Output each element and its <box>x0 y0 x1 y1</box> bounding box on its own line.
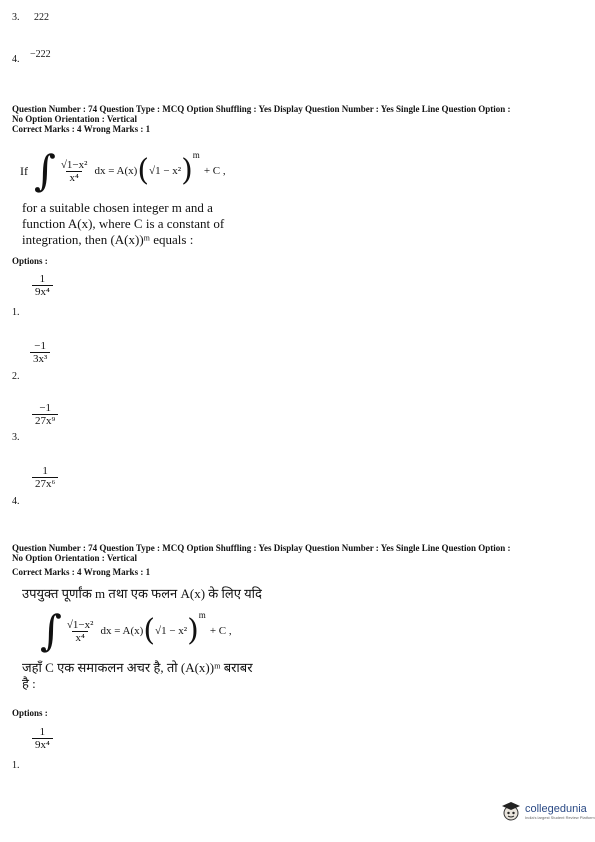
question-text <box>22 200 224 248</box>
option-value: −222 <box>30 49 51 60</box>
marks-line: Correct Marks : 4 Wrong Marks : 1 <box>12 567 151 577</box>
option-label: 3. <box>12 432 20 443</box>
option-label: 4. <box>12 496 20 507</box>
header-line: Question Number : 74 Question Type : MCQ Option Shuffling : Yes Display Question Number : Yes Single Line Question Option : <box>12 543 511 553</box>
paren-open-icon: ( <box>143 613 156 648</box>
rhs-tail: + C , <box>209 625 232 637</box>
question-header <box>12 104 587 134</box>
integrand-fraction <box>64 619 97 644</box>
integral-sign-icon: ∫ <box>34 146 56 195</box>
integral-formula <box>40 606 232 655</box>
rhs-a: dx = A(x) <box>100 625 144 637</box>
logo-text: collegedunia <box>525 802 587 815</box>
option-numerator: 1 <box>39 726 46 738</box>
option-denominator: 3x³ <box>30 352 50 365</box>
integral-sign-icon: ∫ <box>40 606 62 655</box>
rhs-inner: √1 − x² <box>155 625 188 637</box>
option-fraction <box>32 273 53 298</box>
option-numerator: 1 <box>39 273 46 285</box>
option-numerator: −1 <box>34 340 47 352</box>
text-line: for a suitable chosen integer m and a <box>22 200 213 215</box>
logo-tagline: India's largest Student Review Platform <box>525 814 595 820</box>
question-header <box>12 543 587 577</box>
option-denominator: 9x⁴ <box>32 738 53 751</box>
rhs-exponent: m <box>198 610 206 620</box>
integrand-numerator: √1−x² <box>66 618 94 631</box>
if-word: If <box>20 163 28 178</box>
option-fraction <box>32 402 58 427</box>
option-denominator: 27x⁹ <box>32 414 58 427</box>
option-label: 3. <box>12 12 20 23</box>
rhs-tail: + C , <box>203 165 226 177</box>
header-line: Question Number : 74 Question Type : MCQ Option Shuffling : Yes Display Question Number : Yes Single Line Question Option : <box>12 104 511 114</box>
hindi-text: उपयुक्त पूर्णांक m तथा एक फलन A(x) के लिए यदि <box>22 586 262 601</box>
option-label: 2. <box>12 371 20 382</box>
integral-formula <box>20 146 226 195</box>
option-label: 1. <box>12 307 20 318</box>
header-line: No Option Orientation : Vertical <box>12 114 137 124</box>
hindi-text <box>22 660 253 692</box>
option-value: 222 <box>34 12 49 23</box>
option-fraction <box>32 465 58 490</box>
option-label: 1. <box>12 760 20 771</box>
paren-close-icon: ) <box>187 613 199 648</box>
text-line: integration, then (A(x))ᵐ equals : <box>22 232 194 247</box>
option-fraction <box>30 340 50 365</box>
rhs-inner: √1 − x² <box>149 165 182 177</box>
option-numerator: −1 <box>39 402 52 414</box>
integrand-numerator: √1−x² <box>60 158 88 171</box>
marks-line: Correct Marks : 4 Wrong Marks : 1 <box>12 124 151 134</box>
rhs-exponent: m <box>192 150 200 160</box>
option-fraction <box>32 726 53 751</box>
text-line: है : <box>22 676 36 691</box>
paren-close-icon: ) <box>181 153 193 188</box>
option-label: 4. <box>12 54 20 65</box>
graduate-icon <box>500 800 522 822</box>
option-numerator: 1 <box>42 465 48 477</box>
integrand-denominator: x⁴ <box>72 631 87 644</box>
text-line: function A(x), where C is a constant of <box>22 216 225 231</box>
options-label: Options : <box>12 256 48 266</box>
integrand-fraction <box>58 159 91 184</box>
integrand-denominator: x⁴ <box>66 171 81 184</box>
header-line: No Option Orientation : Vertical <box>12 553 137 563</box>
text-line: जहाँ C एक समाकलन अचर है, तो (A(x))ᵐ बराबर <box>22 660 253 675</box>
option-denominator: 9x⁴ <box>32 285 53 298</box>
option-denominator: 27x⁶ <box>32 477 58 490</box>
rhs-a: dx = A(x) <box>94 165 138 177</box>
options-label: Options : <box>12 708 48 718</box>
collegedunia-logo <box>500 800 595 822</box>
paren-open-icon: ( <box>137 153 150 188</box>
